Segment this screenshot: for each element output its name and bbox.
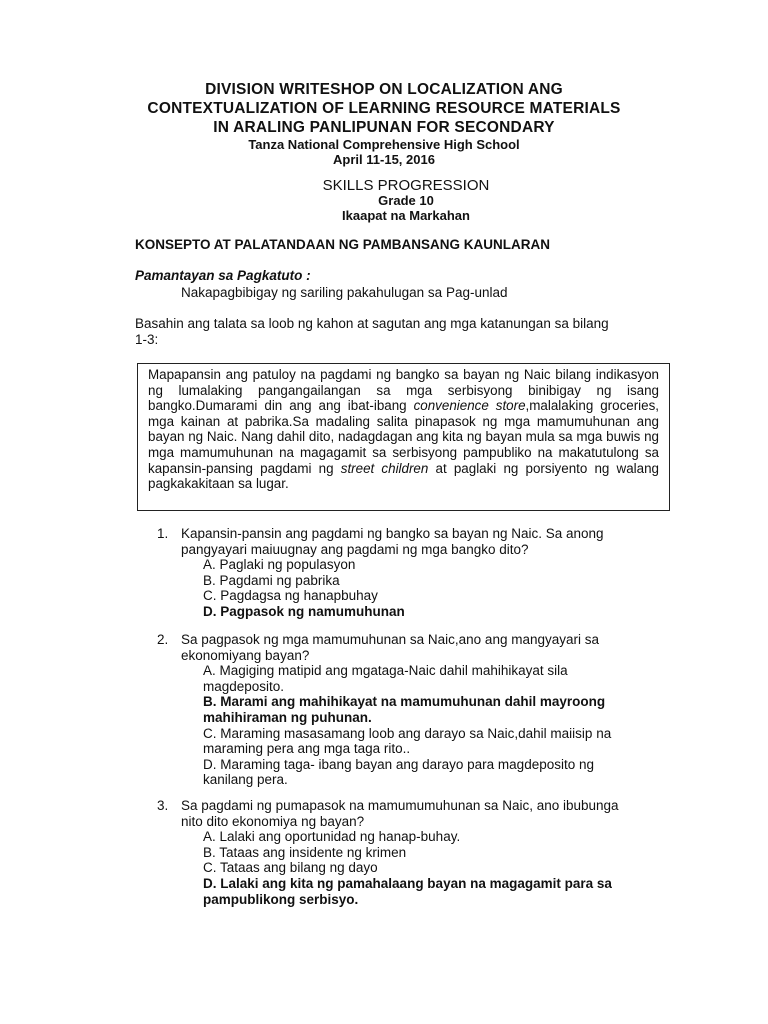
question-number: 2. [157,632,169,647]
passage-part-2: ,malalaking groceries, mga kainan at pabrika.Sa madaling salita pinapasok ng mga mamumuhunan ang bayan ng Naic. Nang dahil dito, nadagdagan ang kita ng bayan mula sa mga buwis ng mga mamumuhunan na magagamit sa serbisyong pampubliko na makatutulong sa kapansin-pansing pagdami ng [148,398,660,476]
subtitle: SKILLS PROGRESSION [322,177,490,194]
answer-option-correct: mahihiraman ng puhunan. [203,710,372,725]
question-text-line: ekonomiyang bayan? [181,647,310,663]
header-title-line-1: DIVISION WRITESHOP ON LOCALIZATION ANG [205,81,563,98]
passage-text [148,367,659,492]
header-title-line-2: CONTEXTUALIZATION OF LEARNING RESOURCE MATERIALS [147,100,621,117]
instruction [135,316,695,347]
passage-term-convenience-store: convenience store [413,398,526,414]
answer-option: A. Magiging matipid ang mgataga-Naic dahil mahihikayat sila [203,663,568,679]
question-text-line: pangyayari maiuugnay ang pagdami ng mga bangko dito? [181,541,529,557]
grade-label: Grade 10 [378,193,434,208]
question-text-line: Sa pagpasok ng mga mamumuhunan sa Naic,ano ang mangyayari sa [181,632,599,647]
passage-part-1: Mapapansin ang patuloy na pagdami ng bangko sa bayan ng Naic bilang indikasyon ng lumalaking pangangailangan sa mga serbisyong binibigay ng isang bangko.Dumarami din ang ang ibat-ibang [148,367,659,414]
answer-option: kanilang pera. [203,772,288,788]
answer-option: A. Lalaki ang oportunidad ng hanap-buhay. [203,829,461,845]
standard-label: Pamantayan sa Pagkatuto : [135,268,311,283]
passage-term-street-children: street children [340,460,429,476]
answer-option-correct: B. Marami ang mahihikayat na mamumuhunan dahil mayroong [203,694,606,710]
question-text-line: Sa pagdami ng pumapasok na mamumumuhunan sa Naic, ano ibubunga [181,798,619,813]
answer-option: B. Pagdami ng pabrika [203,572,340,588]
answer-option: C. Tataas ang bilang ng dayo [203,860,378,876]
answer-option: C. Pagdagsa ng hanapbuhay [203,588,378,604]
topic-heading: KONSEPTO AT PALATANDAAN NG PAMBANSANG KAUNLARAN [135,237,550,252]
passage-part-3: at paglaki ng porsiyento ng walang pagkakakitaan sa lugar. [148,460,659,492]
answer-option: B. Tataas ang insidente ng krimen [203,844,407,860]
instruction-line-2: 1-3: [135,331,159,347]
answer-option-correct: D. Pagpasok ng namumuhunan [203,604,405,619]
quarter-label: Ikaapat na Markahan [342,208,470,223]
document-header [0,80,768,167]
header-school: Tanza National Comprehensive High School [248,137,520,152]
standard-text: Nakapagbibigay ng sariling pakahulugan sa Pag-unlad [181,285,508,300]
answer-option: magdeposito. [203,678,285,694]
answer-option-correct: pampublikong serbisyo. [203,891,359,907]
answer-option: maraming pera ang mga taga rito.. [203,741,411,757]
instruction-line-1: Basahin ang talata sa loob ng kahon at sagutan ang mga katanungan sa bilang [135,316,609,331]
question-number: 3. [157,798,169,813]
question-text-line: Kapansin-pansin ang pagdami ng bangko sa bayan ng Naic. Sa anong [181,526,604,541]
question-text-line: nito dito ekonomiya ng bayan? [181,813,365,829]
header-date: April 11-15, 2016 [333,152,435,167]
answer-option: C. Maraming masasamang loob ang darayo sa Naic,dahil maiisip na [203,725,612,741]
question-number: 1. [157,526,169,541]
answer-option: D. Maraming taga- ibang bayan ang darayo para magdeposito ng [203,756,594,772]
passage-box [137,363,670,511]
answer-option: A. Paglaki ng populasyon [203,557,356,573]
answer-option-correct: D. Lalaki ang kita ng pamahalaang bayan na magagamit para sa [203,876,612,891]
header-title-line-3: IN ARALING PANLIPUNAN FOR SECONDARY [213,119,555,136]
grade-block [0,193,768,223]
